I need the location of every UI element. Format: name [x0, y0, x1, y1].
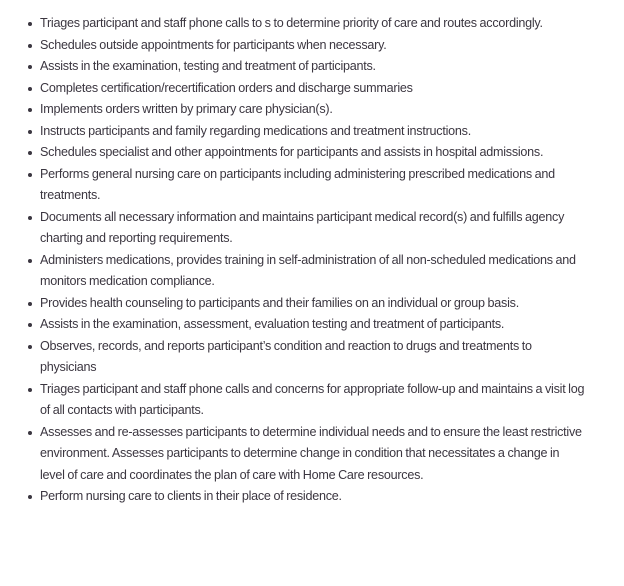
- bullet-icon: [28, 259, 32, 263]
- list-item: [40, 121, 585, 143]
- list-item: [40, 56, 585, 78]
- duty-text: Completes certification/recertification orders and discharge summaries: [40, 80, 413, 95]
- list-item: [40, 13, 585, 35]
- list-item: [40, 293, 585, 315]
- duty-text: Assists in the examination, assessment, evaluation testing and treatment of participants.: [40, 317, 505, 331]
- bullet-icon: [28, 87, 32, 91]
- list-item: [40, 336, 585, 379]
- duty-text: Perform nursing care to clients in their place of residence.: [40, 489, 342, 503]
- duty-text: Documents all necessary information and maintains participant medical record(s) and fulfills agency charting and reporting requirements.: [40, 209, 565, 245]
- duty-text: Administers medications, provides training in self-administration of all non-scheduled medications and monitors medication compliance.: [40, 252, 576, 288]
- bullet-icon: [28, 44, 32, 48]
- bullet-icon: [28, 388, 32, 392]
- bullet-icon: [28, 22, 32, 26]
- duty-text: Assesses and re-assesses participants to determine individual needs and to ensure the least restrictive environment. Assesses participants to determine change in condition that necessitates a change in level of care and coordinates the plan of care with Home Care resources.: [40, 424, 582, 482]
- bullet-icon: [28, 130, 32, 134]
- list-item: [40, 379, 585, 422]
- bullet-icon: [28, 431, 32, 435]
- duty-text: Instructs participants and family regarding medications and treatment instructions.: [40, 123, 471, 138]
- duty-text: Triages participant and staff phone calls and concerns for appropriate follow-up and maintains a visit log of all contacts with participants.: [40, 381, 585, 417]
- list-item: [40, 164, 585, 207]
- bullet-icon: [28, 495, 32, 499]
- duty-text: Provides health counseling to participants and their families on an individual or group basis.: [40, 295, 519, 310]
- list-item: [40, 314, 585, 336]
- bullet-icon: [28, 302, 32, 306]
- list-item: [40, 207, 585, 250]
- list-item: [40, 142, 585, 164]
- duty-text: Schedules specialist and other appointments for participants and assists in hospital admissions.: [40, 145, 544, 159]
- list-item: [40, 35, 585, 57]
- duty-text: Assists in the examination, testing and treatment of participants.: [40, 59, 376, 73]
- list-item: [40, 99, 585, 121]
- list-item: [40, 486, 585, 508]
- list-item: [40, 78, 585, 100]
- list-item: [40, 422, 585, 487]
- bullet-icon: [28, 65, 32, 69]
- duty-text: Implements orders written by primary care physician(s).: [40, 102, 333, 116]
- bullet-icon: [28, 108, 32, 112]
- duty-text: Performs general nursing care on participants including administering prescribed medications and treatments.: [40, 166, 555, 202]
- bullet-icon: [28, 345, 32, 349]
- bullet-icon: [28, 216, 32, 220]
- duty-text: Schedules outside appointments for participants when necessary.: [40, 37, 387, 52]
- list-item: [40, 250, 585, 293]
- bullet-icon: [28, 323, 32, 327]
- bullet-icon: [28, 151, 32, 155]
- duty-text: Triages participant and staff phone calls to s to determine priority of care and routes accordingly.: [40, 16, 543, 30]
- duty-text: Observes, records, and reports participant’s condition and reaction to drugs and treatments to physicians: [40, 338, 532, 374]
- bullet-icon: [28, 173, 32, 177]
